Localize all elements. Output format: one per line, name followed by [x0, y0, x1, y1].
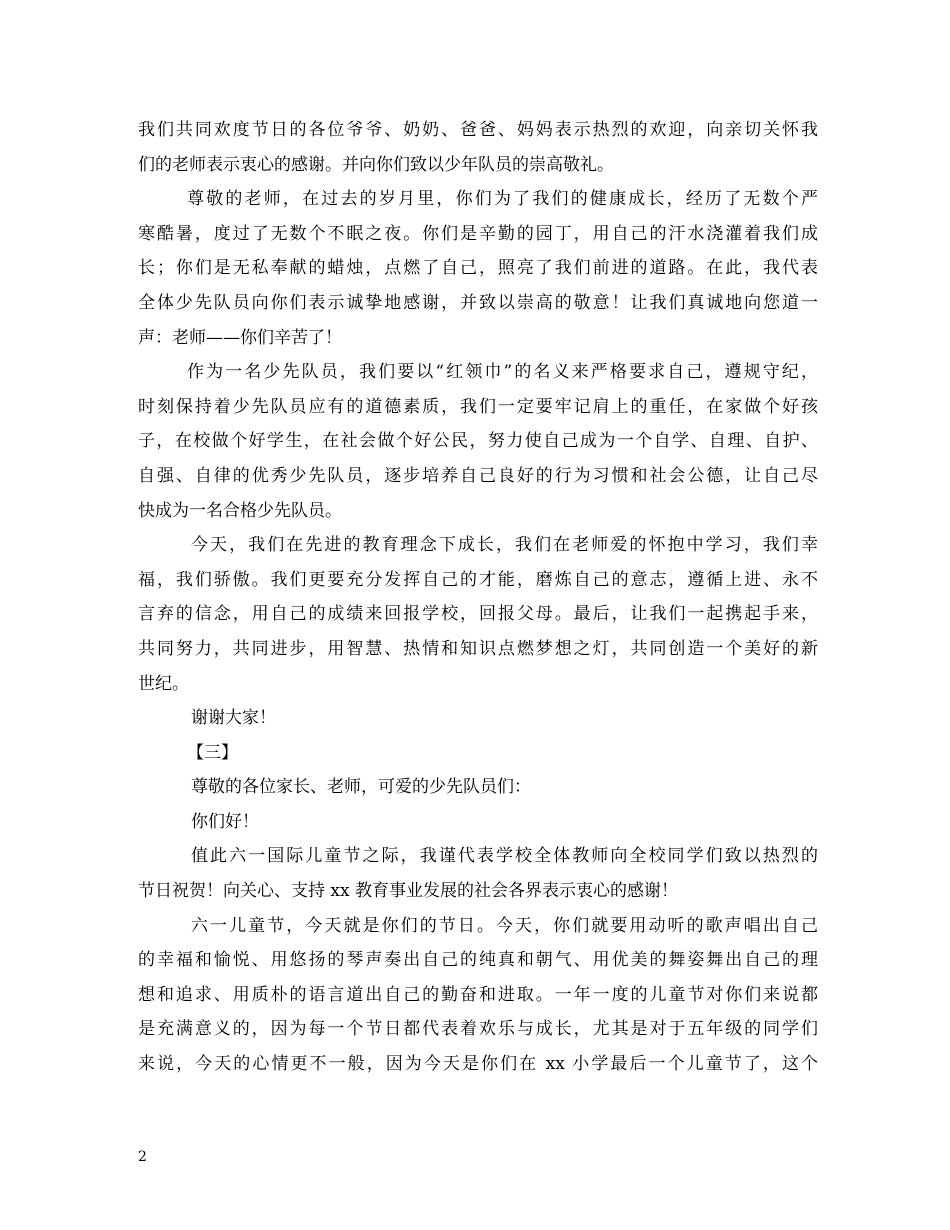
- text-line: 全体少先队员向你们表示诚挚地感谢，并致以崇高的敬意！让我们真诚地向您道一: [138, 292, 818, 313]
- text-line: 快成为一名合格少先队员。: [138, 500, 342, 521]
- text-line: 节日祝贺！向关心、支持 xx 教育事业发展的社会各界表示衷心的感谢！: [138, 881, 678, 902]
- text-line: 寒酷暑，度过了无数个不眠之夜。你们是辛勤的园丁，用自己的汗水浇灌着我们成: [138, 223, 818, 244]
- text-line: 尊敬的各位家长、老师，可爱的少先队员们：: [191, 777, 531, 798]
- text-line: 的幸福和愉悦、用悠扬的琴声奏出自己的纯真和朝气、用优美的舞姿舞出自己的理: [138, 950, 818, 971]
- text-line: 子，在校做个好学生，在社会做个好公民，努力使自己成为一个自学、自理、自护、: [138, 431, 818, 452]
- text-line: 谢谢大家！: [191, 708, 276, 729]
- text-line: 共同努力，共同进步，用智慧、热情和知识点燃梦想之灯，共同创造一个美好的新: [138, 638, 818, 659]
- text-line: 想和追求、用质朴的语言道出自己的勤奋和进取。一年一度的儿童节对你们来说都: [138, 984, 818, 1005]
- text-line: 福，我们骄傲。我们更要充分发挥自己的才能，磨炼自己的意志，遵循上进、永不: [138, 569, 818, 590]
- text-line: 长；你们是无私奉献的蜡烛，点燃了自己，照亮了我们前进的道路。在此，我代表: [138, 258, 818, 279]
- text-line: 来说，今天的心情更不一般，因为今天是你们在 xx 小学最后一个儿童节了，这个: [138, 1054, 818, 1075]
- text-line: 世纪。: [138, 673, 189, 694]
- text-line: 六一儿童节，今天就是你们的节日。今天，你们就要用动听的歌声唱出自己: [191, 915, 818, 936]
- text-line: 们的老师表示衷心的感谢。并向你们致以少年队员的崇高敬礼。: [138, 154, 614, 175]
- text-line: 言弃的信念，用自己的成绩来回报学校，回报父母。最后，让我们一起携起手来，: [138, 604, 818, 625]
- page-number: 2: [138, 1149, 147, 1165]
- text-line: 声：老师——你们辛苦了！: [138, 327, 342, 348]
- text-line: 自强、自律的优秀少先队员，逐步培养自己良好的行为习惯和社会公德，让自己尽: [138, 465, 818, 486]
- text-line: 【三】: [187, 742, 238, 763]
- text-line: 今天，我们在先进的教育理念下成长，我们在老师爱的怀抱中学习，我们幸: [191, 535, 818, 556]
- text-line: 值此六一国际儿童节之际，我谨代表学校全体教师向全校同学们致以热烈的: [191, 846, 818, 867]
- text-line: 作为一名少先队员，我们要以“红领巾”的名义来严格要求自己，遵规守纪，: [187, 362, 818, 383]
- text-line: 你们好！: [191, 811, 259, 832]
- text-line: 我们共同欢度节日的各位爷爷、奶奶、爸爸、妈妈表示热烈的欢迎，向亲切关怀我: [138, 120, 818, 140]
- body-text: [138, 113, 818, 1082]
- text-line: 时刻保持着少先队员应有的道德素质，我们一定要牢记肩上的重任，在家做个好孩: [138, 396, 818, 417]
- text-line: 是充满意义的，因为每一个节日都代表着欢乐与成长，尤其是对于五年级的同学们: [138, 1019, 818, 1040]
- text-line: 尊敬的老师，在过去的岁月里，你们为了我们的健康成长，经历了无数个严: [187, 189, 818, 210]
